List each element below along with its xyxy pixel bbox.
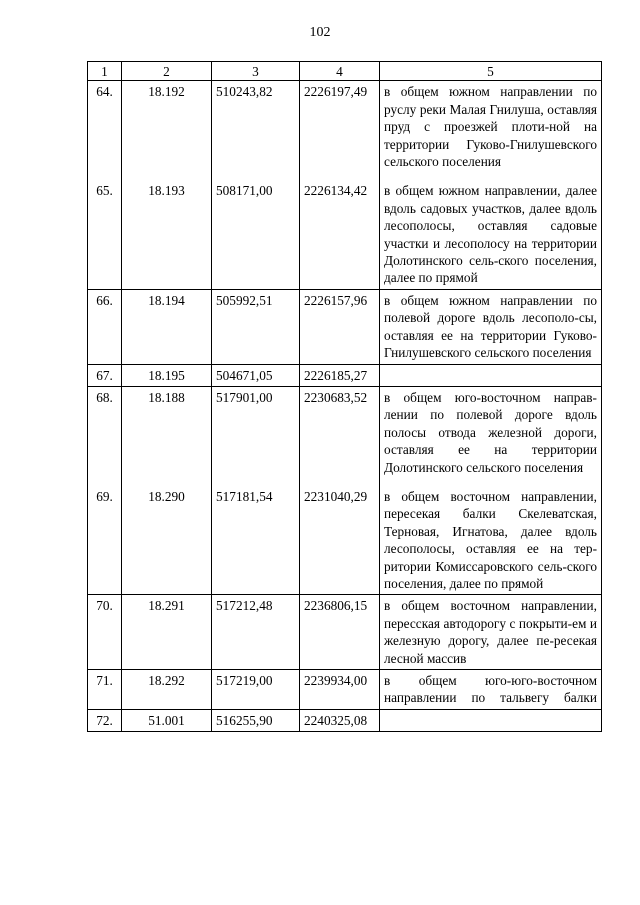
row-number: 64. — [88, 81, 122, 173]
header-col-4: 4 — [300, 62, 380, 81]
table-row — [88, 364, 602, 386]
direction-description: в общем южном направлении, далее вдоль садовых участков, далее вдоль лесополосы, оставляя садовые участки и лесополосу на территории Долотинского сель-ского поселения, далее по прямой — [380, 172, 602, 289]
point-id: 18.291 — [122, 595, 212, 670]
page-number: 102 — [309, 25, 331, 40]
row-number: 71. — [88, 670, 122, 710]
point-id: 18.194 — [122, 289, 212, 364]
coord-y: 2226134,42 — [300, 172, 380, 289]
coord-y: 2226157,96 — [300, 289, 380, 364]
row-number: 65. — [88, 172, 122, 289]
coord-y: 2239934,00 — [300, 670, 380, 710]
table-row — [88, 386, 602, 478]
direction-description: в общем юго-восточном направ-лении по полевой дороге вдоль полосы отвода железной дороги, оставляя ее на территории Долотинского сельского поселения — [380, 386, 602, 478]
table-row — [88, 595, 602, 670]
point-id: 18.193 — [122, 172, 212, 289]
coord-x: 516255,90 — [212, 709, 300, 731]
table-header-row — [88, 62, 602, 81]
coord-x: 504671,05 — [212, 364, 300, 386]
table-row — [88, 81, 602, 173]
coord-x: 517901,00 — [212, 386, 300, 478]
direction-description: в общем восточном направлении, пересекая балки Скелеватская, Терновая, Игнатова, далее вдоль лесополосы, оставляя ее на тер-ритории Комиссаровского сель-ского поселения, далее по прямой — [380, 478, 602, 595]
boundary-coordinates-table — [87, 61, 602, 732]
point-id: 18.195 — [122, 364, 212, 386]
header-col-3: 3 — [212, 62, 300, 81]
table-row — [88, 670, 602, 710]
coord-y: 2226197,49 — [300, 81, 380, 173]
row-number: 67. — [88, 364, 122, 386]
point-id: 18.290 — [122, 478, 212, 595]
header-col-1: 1 — [88, 62, 122, 81]
row-number: 70. — [88, 595, 122, 670]
coord-x: 517212,48 — [212, 595, 300, 670]
point-id: 18.292 — [122, 670, 212, 710]
table-row — [88, 478, 602, 595]
coord-y: 2236806,15 — [300, 595, 380, 670]
direction-description: в общем юго-юго-восточном направлении по тальвегу балки — [380, 670, 602, 710]
header-col-2: 2 — [122, 62, 212, 81]
point-id: 18.192 — [122, 81, 212, 173]
table-row — [88, 709, 602, 731]
direction-description — [380, 709, 602, 731]
coord-x: 517181,54 — [212, 478, 300, 595]
coord-x: 505992,51 — [212, 289, 300, 364]
row-number: 72. — [88, 709, 122, 731]
row-number: 68. — [88, 386, 122, 478]
direction-description — [380, 364, 602, 386]
coord-y: 2226185,27 — [300, 364, 380, 386]
coord-x: 508171,00 — [212, 172, 300, 289]
direction-description: в общем южном направлении по полевой дороге вдоль лесополо-сы, оставляя ее на территории Гуково-Гнилушевского сельского поселения — [380, 289, 602, 364]
row-number: 66. — [88, 289, 122, 364]
direction-description: в общем восточном направлении, пересская автодорогу с покрыти-ем и железную дорогу, далее пе-ресекая лесной массив — [380, 595, 602, 670]
point-id: 18.188 — [122, 386, 212, 478]
header-col-5: 5 — [380, 62, 602, 81]
direction-description: в общем южном направлении по руслу реки Малая Гнилуша, оставляя пруд с проезжей плоти-ной на территории Гуково-Гнилушевского сельского поселения — [380, 81, 602, 173]
table-row — [88, 172, 602, 289]
coord-y: 2240325,08 — [300, 709, 380, 731]
coord-x: 517219,00 — [212, 670, 300, 710]
row-number: 69. — [88, 478, 122, 595]
table-row — [88, 289, 602, 364]
coord-y: 2231040,29 — [300, 478, 380, 595]
coord-y: 2230683,52 — [300, 386, 380, 478]
coord-x: 510243,82 — [212, 81, 300, 173]
point-id: 51.001 — [122, 709, 212, 731]
